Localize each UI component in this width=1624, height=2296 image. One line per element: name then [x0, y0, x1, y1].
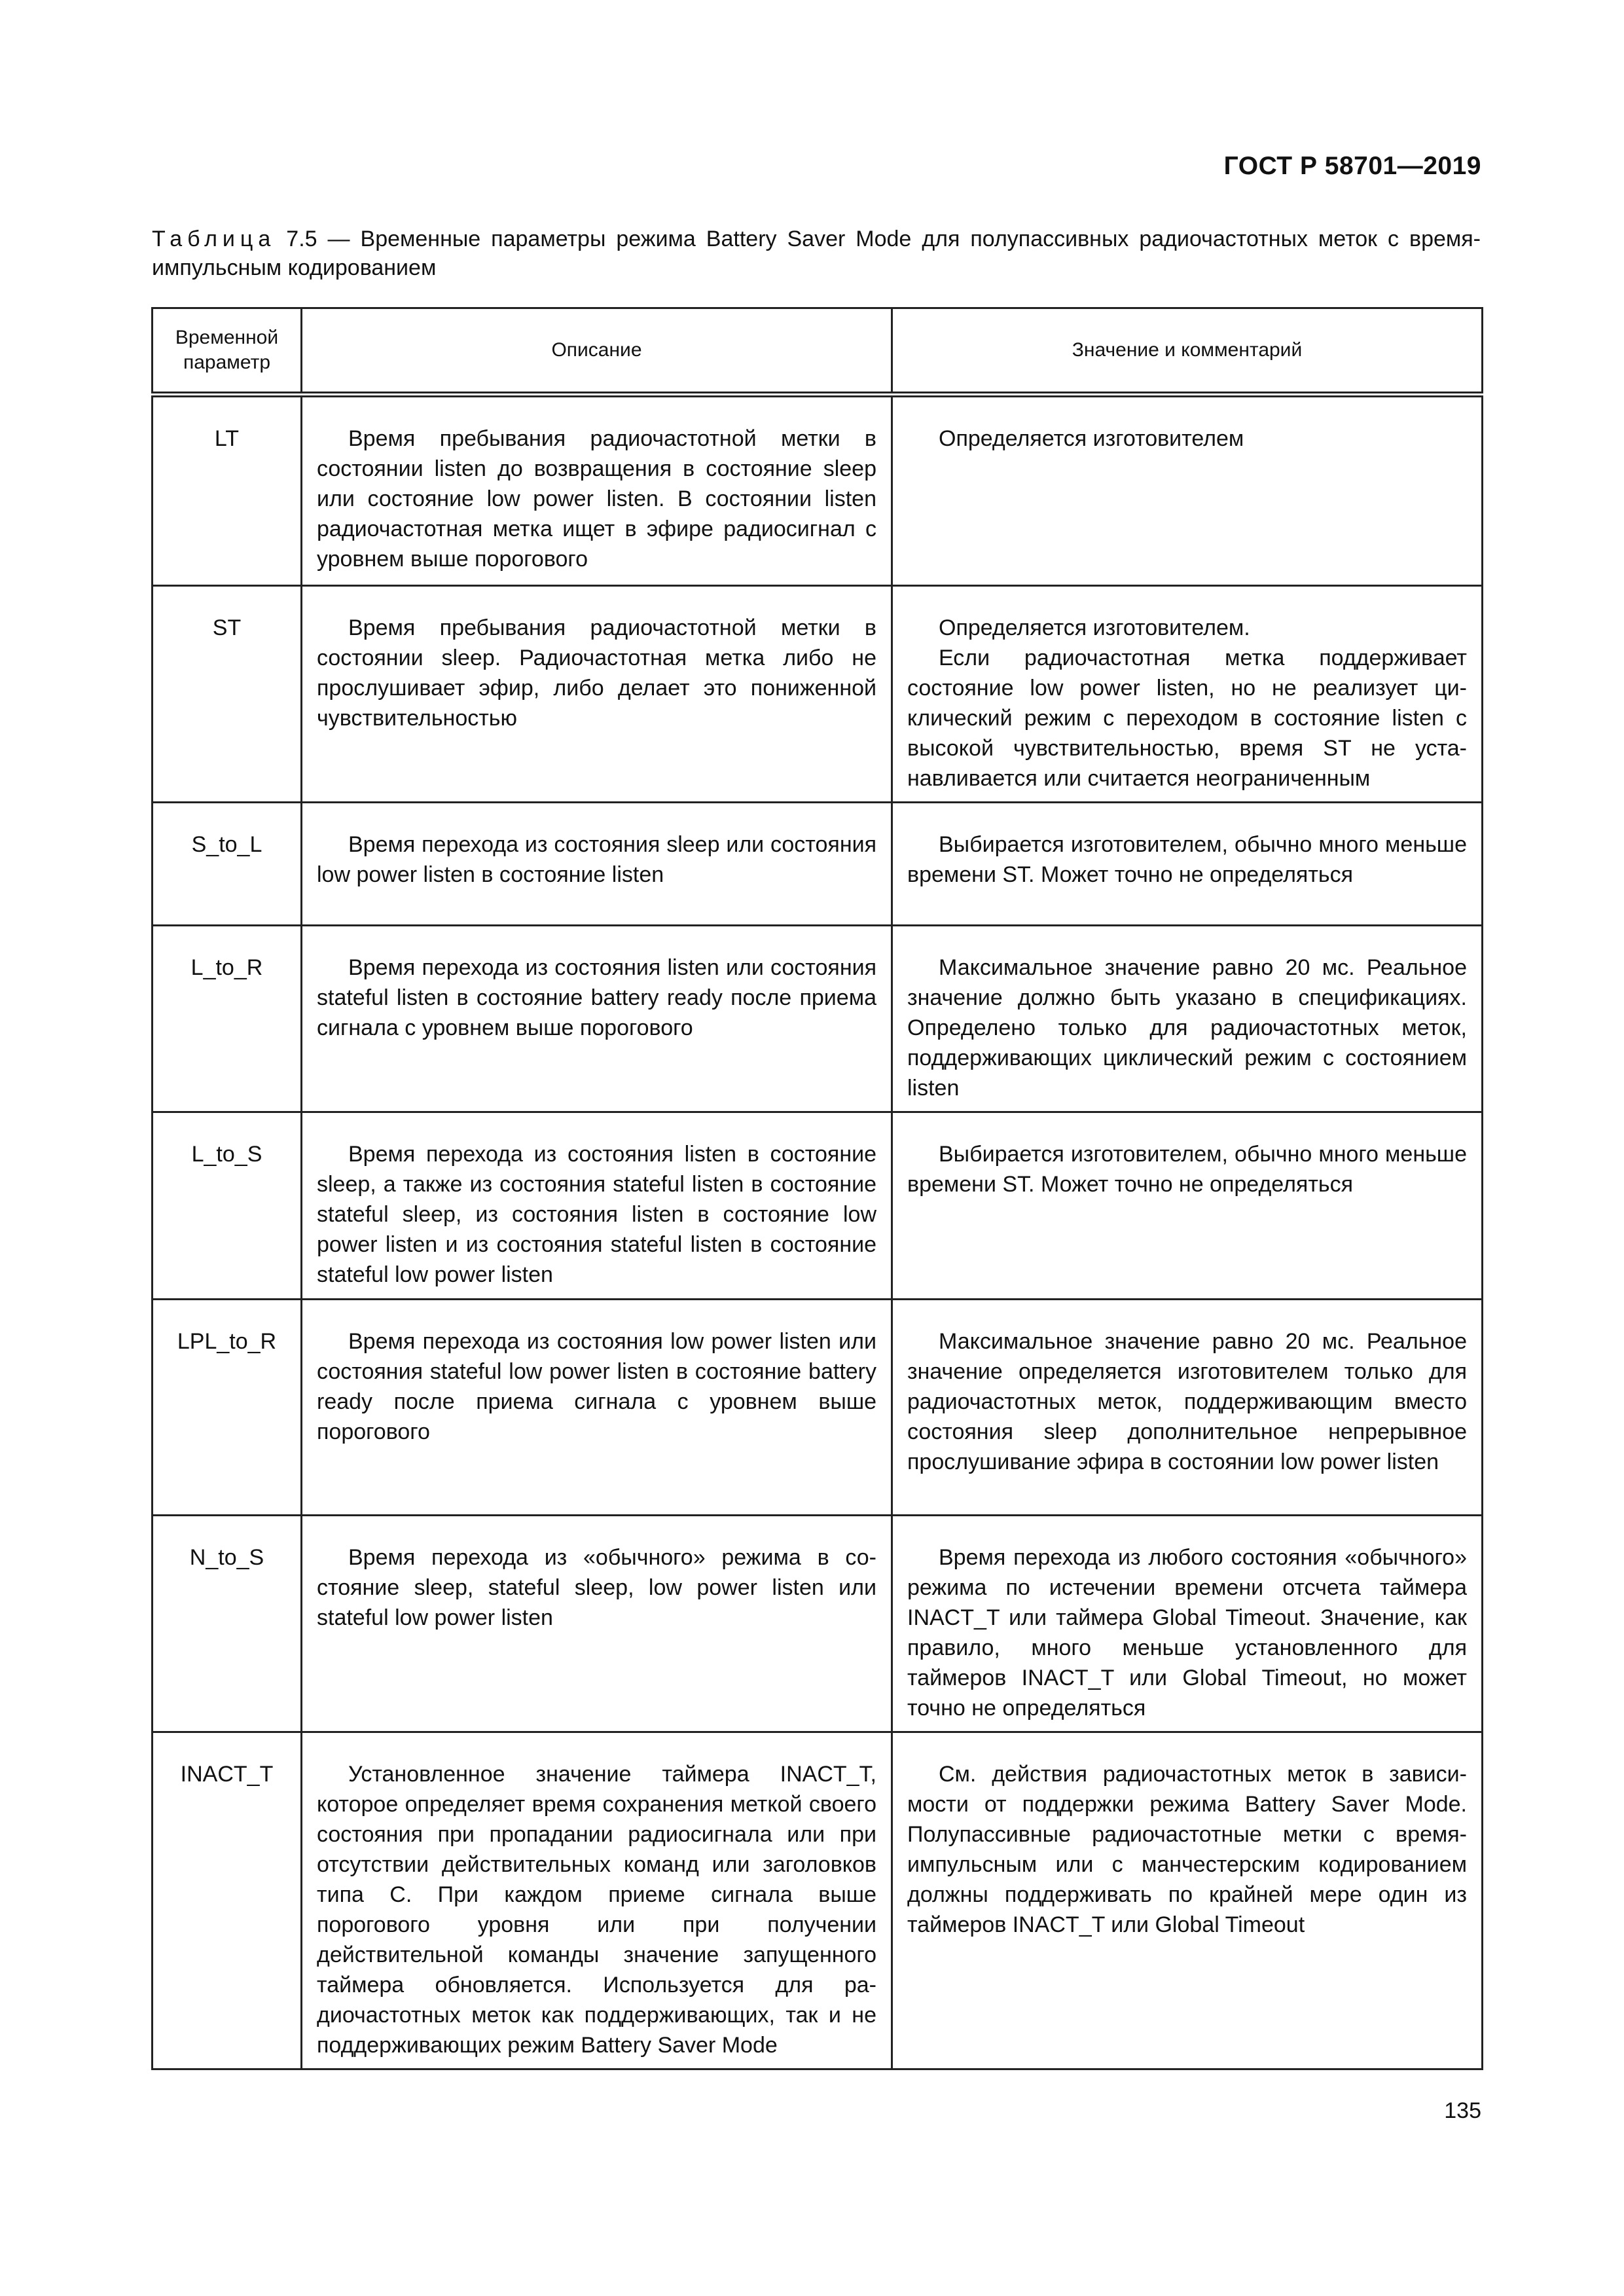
description-paragraph: Время перехода из «обычного» режима в состояние sleep, stateful sleep, low power listen или stateful low power listen [317, 1545, 876, 1630]
comment-paragraph: См. действия радиочастотных меток в зависимости от поддержки режима Battery Saver Mode. Полупассивные радиочастотные метки с время-импульсным или с манчестерским кодированием должны поддерживать по крайней мере один из таймеров INACT_T или Global Timeout [907, 1762, 1467, 1937]
comment-cell [892, 586, 1483, 803]
parameter-cell: L_to_R [153, 926, 302, 1112]
parameter-cell: L_to_S [153, 1112, 302, 1300]
column-header-description: Описание [302, 308, 892, 395]
table-caption-text: 7.5 — Временные параметры режима Battery Saver Mode для полупассивных радиочастотных меток с время-импульсным кодированием [152, 227, 1481, 280]
table-row [153, 395, 1483, 586]
description-paragraph: Время перехода из состояния sleep или состояния low power listen в состояние listen [317, 832, 876, 887]
table-row [153, 586, 1483, 803]
description-paragraph: Время пребывания радиочастотной метки в состоянии sleep. Радиочастотная метка либо не прослушивает эфир, либо делает это пониженной чувствительностью [317, 615, 876, 731]
table-caption-label: Таблица [152, 227, 276, 251]
comment-cell [892, 803, 1483, 926]
comment-paragraph: Определяется изготовителем [939, 426, 1244, 451]
table-row [153, 1732, 1483, 2069]
description-paragraph: Время пребывания радиочастотной метки в состоянии listen до возвращения в состояние sleep или состояние low power listen. В состоянии listen радиочастотная метка ищет в эфире радиосигнал с уровнем выше порогового [317, 426, 876, 572]
description-cell [302, 1516, 892, 1732]
comment-cell [892, 1732, 1483, 2069]
parameter-cell: ST [153, 586, 302, 803]
comment-paragraph: Определяется изготовителем. [939, 615, 1250, 640]
comment-paragraph: Если радиочастотная метка поддерживает состояние low power listen, но не реализует циклический режим с переходом в состояние listen с высокой чувствительностью, время ST не устанавливается или считается неограниченным [907, 646, 1467, 791]
page-number: 135 [1444, 2098, 1481, 2123]
parameter-cell: LPL_to_R [153, 1300, 302, 1516]
table-row [153, 1112, 1483, 1300]
comment-cell [892, 1300, 1483, 1516]
parameter-cell: INACT_T [153, 1732, 302, 2069]
standard-code: ГОСТ Р 58701—2019 [1223, 152, 1481, 180]
comment-paragraph: Выбирается изготовителем, обычно много меньше времени ST. Может точно не определяться [907, 1142, 1467, 1197]
column-header-parameter: Временной параметр [153, 308, 302, 395]
parameter-cell: N_to_S [153, 1516, 302, 1732]
description-paragraph: Время перехода из состояния low power listen или состояния stateful low power listen в состояние battery ready после приема сигнала с уровнем выше порогового [317, 1329, 876, 1444]
table-header-row [153, 308, 1483, 395]
comment-cell [892, 1112, 1483, 1300]
comment-paragraph: Время перехода из любого состояния «обычного» режима по истечении времени отсчета таймера INACT_T или таймера Global Timeout. Значение, как правило, много меньше установленного для таймеров INACT_T или Global Timeout, но может точно не определяться [907, 1545, 1467, 1721]
comment-paragraph: Максимальное значение равно 20 мс. Реальное значение определяется изготовителем только для радиочастотных меток, поддерживающим вместо состояния sleep дополнительное непрерывное прослушивание эфира в состоянии low power listen [907, 1329, 1467, 1474]
table-row [153, 803, 1483, 926]
description-cell [302, 926, 892, 1112]
description-cell [302, 395, 892, 586]
table-row [153, 1516, 1483, 1732]
description-paragraph: Установленное значение таймера INACT_T, которое определяет время сохранения меткой своего состояния при пропадании радиосигнала или при отсутствии действительных команд или заголовков типа С. При каждом приеме сигнала выше порогового уровня или при получении действительной команды значение запущенного таймера обновляется. Используется для радиочастотных меток как поддерживающих, так и не поддерживающих режим Battery Saver Mode [317, 1762, 876, 2058]
comment-cell [892, 1516, 1483, 1732]
comment-paragraph: Максимальное значение равно 20 мс. Реальное значение должно быть указано в спецификациях. Определено только для радиочастотных меток, поддерживающих циклический режим с состоянием listen [907, 955, 1467, 1101]
table-row [153, 1300, 1483, 1516]
description-cell [302, 1732, 892, 2069]
comment-cell [892, 926, 1483, 1112]
description-paragraph: Время перехода из состояния listen или состояния stateful listen в состояние battery ready после приема сигнала с уровнем выше порогового [317, 955, 876, 1040]
parameter-cell: S_to_L [153, 803, 302, 926]
description-cell [302, 803, 892, 926]
comment-paragraph: Выбирается изготовителем, обычно много меньше времени ST. Может точно не определяться [907, 832, 1467, 887]
table-row [153, 926, 1483, 1112]
description-cell [302, 586, 892, 803]
timing-parameters-table [151, 307, 1483, 2070]
table-caption [152, 225, 1481, 282]
comment-cell [892, 395, 1483, 586]
description-cell [302, 1300, 892, 1516]
parameter-cell: LT [153, 395, 302, 586]
column-header-comment: Значение и комментарий [892, 308, 1483, 395]
description-paragraph: Время перехода из состояния listen в состояние sleep, а также из состояния stateful listen в состояние stateful sleep, из состояния listen в состояние low power listen и из состояния stateful listen в состояние stateful low power listen [317, 1142, 876, 1287]
description-cell [302, 1112, 892, 1300]
